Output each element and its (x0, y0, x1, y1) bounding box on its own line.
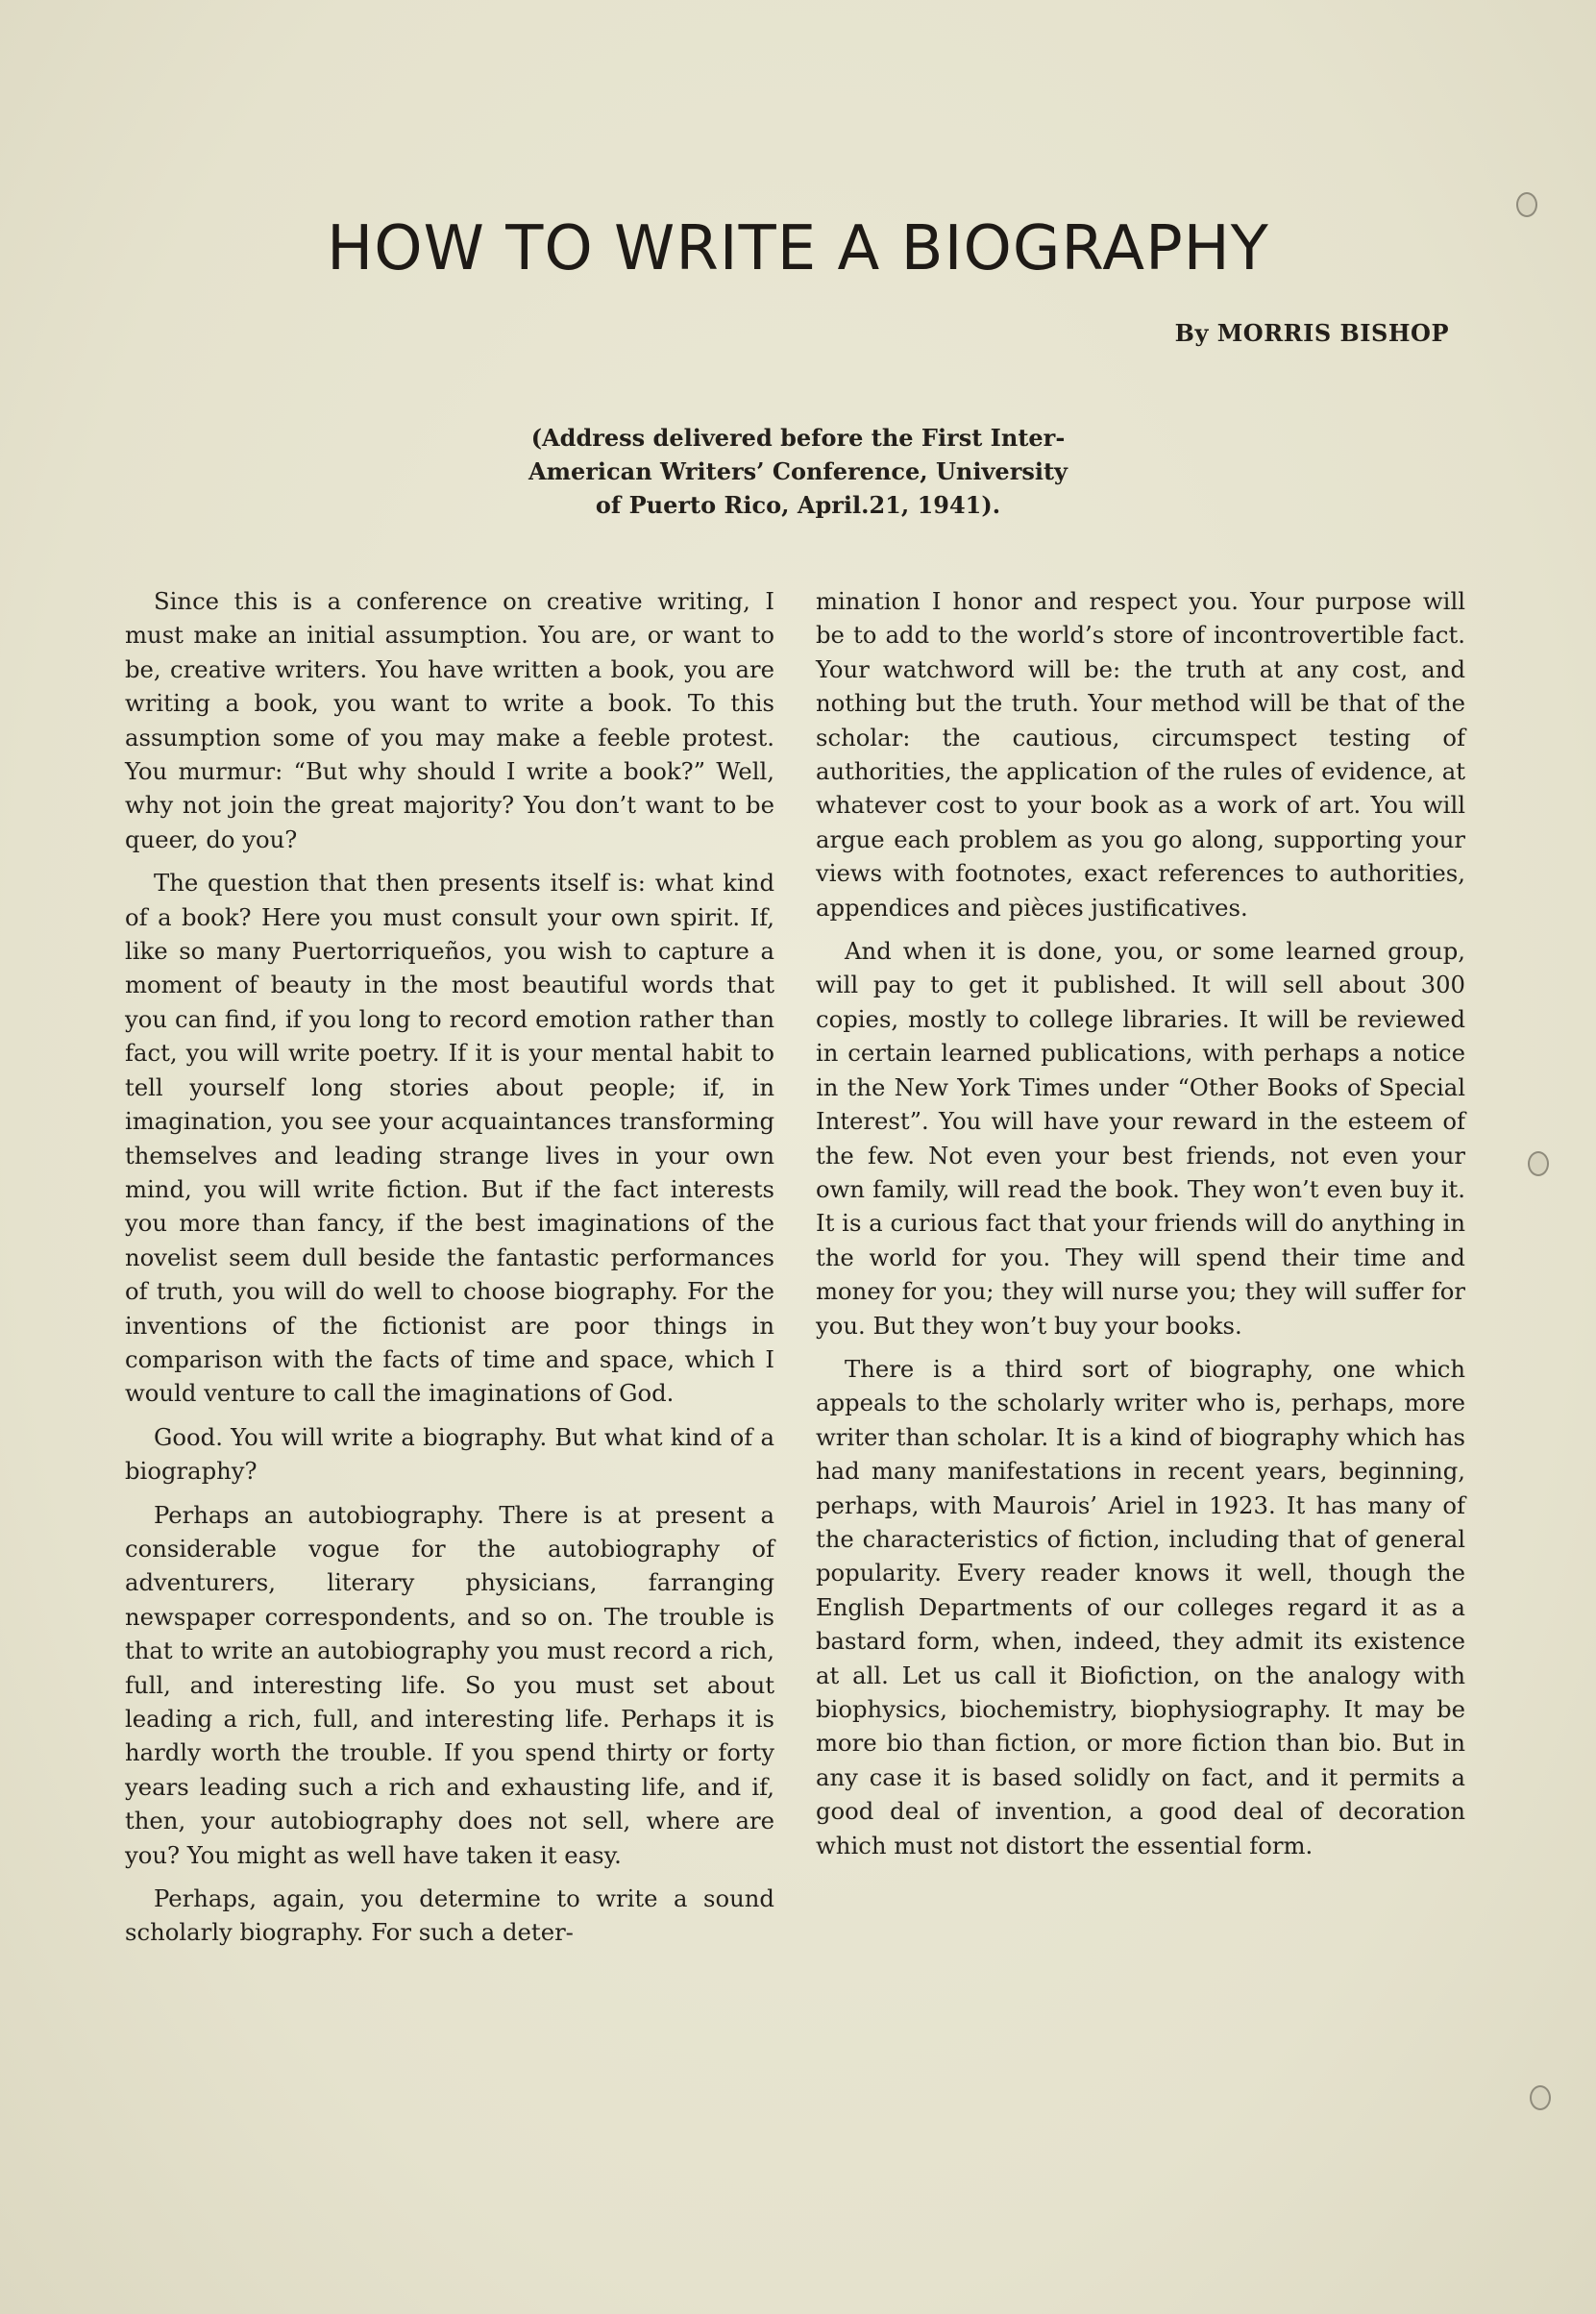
binding-hole-icon (1528, 1151, 1549, 1176)
address-note-line: of Puerto Rico, April.21, 1941). (595, 491, 1001, 519)
paragraph: mination I honor and respect you. Your purpose will be to add to the world’s store of incontrovertible fact. Your watchword will be: the truth at any cost, and nothing but the truth. Your method will be that of the scholar: the cautious, circumspect testing of authorities, the application of the rules of evidence, at whatever cost to your book as a work of art. You will argue each problem as you go along, supporting your views with footnotes, exact references to authorities, appendices and pièces justificatives. (816, 587, 1465, 922)
address-note (0, 421, 1596, 522)
address-note-line: (Address delivered before the First Inter- (530, 424, 1066, 452)
paragraph: Perhaps, again, you determine to write a sound scholarly biography. For such a deter- (125, 1884, 774, 1947)
article-title: HOW TO WRITE A BIOGRAPHY (327, 213, 1269, 284)
binding-hole-icon (1530, 2085, 1551, 2110)
right-column (816, 584, 1465, 1872)
paragraph: There is a third sort of biography, one which appeals to the scholarly writer who is, perhaps, more writer than scholar. It is a kind of biography which has had many manifestations in recent years, beginning, perhaps, with Maurois’ Ariel in 1923. It has many of the characteristics of fiction, including that of general popularity. Every reader knows it well, though the English Departments of our colleges regard it as a bastard form, when, indeed, they admit its existence at all. Let us call it Biofiction, on the analogy with biophysics, biochemistry, biophysiography. It may be more bio than fiction, or more fiction than bio. But in any case it is based solidly on fact, and it permits a good deal of invention, a good deal of decoration which must not distort the essential form. (816, 1354, 1466, 1859)
paragraph: Perhaps an autobiography. There is at present a considerable vogue for the autobiography of adventurers, literary physicians, farranging newspaper correspondents, and so on. The trouble is that to write an autobiography you must record a rich, full, and interesting life. So you must set about leading a rich, full, and interesting life. Perhaps it is hardly worth the trouble. If you spend thirty or forty years leading such a rich and exhausting life, and if, then, your autobiography does not sell, where are you? You might as well have taken it easy. (125, 1500, 774, 1869)
article-byline: By MORRIS BISHOP (1174, 319, 1449, 347)
address-note-line: American Writers’ Conference, University (528, 457, 1068, 485)
paragraph: The question that then presents itself is: what kind of a book? Here you must consult your own spirit. If, like so many Puertorriqueños, you wish to capture a moment of beauty in the most beautiful words that you can find, if you long to record emotion rather than fact, you will write poetry. If it is your mental habit to tell yourself long stories about people; if, in imagination, you see your acquaintances transforming themselves and leading strange lives in your own mind, you will write fiction. But if the fact interests you more than fancy, if the best imaginations of the novelist seem dull beside the fantastic performances of truth, you will do well to choose biography. For the inventions of the fictionist are poor things in comparison with the facts of time and space, which I would venture to call the imaginations of God. (125, 869, 774, 1408)
binding-hole-icon (1516, 192, 1537, 217)
paragraph: Since this is a conference on creative writing, I must make an initial assumption. You are, or want to be, creative writers. You have written a book, you are writing a book, you want to write a book. To this assumption some of you may make a feeble protest. You murmur: “But why should I write a book?” Well, why not join the great majority? You don’t want to be queer, do you? (125, 587, 774, 853)
paragraph: And when it is done, you, or some learned group, will pay to get it published. It will sell about 300 copies, mostly to college libraries. It will be reviewed in certain learned publications, with perhaps a notice in the New York Times under “Other Books of Special Interest”. You will have your reward in the esteem of the few. Not even your best friends, not even your own family, will read the book. They won’t even buy it. It is a curious fact that your friends will do anything in the world for you. They will spend their time and money for you; they will nurse you; they will suffer for you. But they won’t buy your books. (816, 937, 1465, 1340)
left-column (125, 584, 774, 1959)
paragraph: Good. You will write a biography. But what kind of a biography? (125, 1422, 774, 1486)
